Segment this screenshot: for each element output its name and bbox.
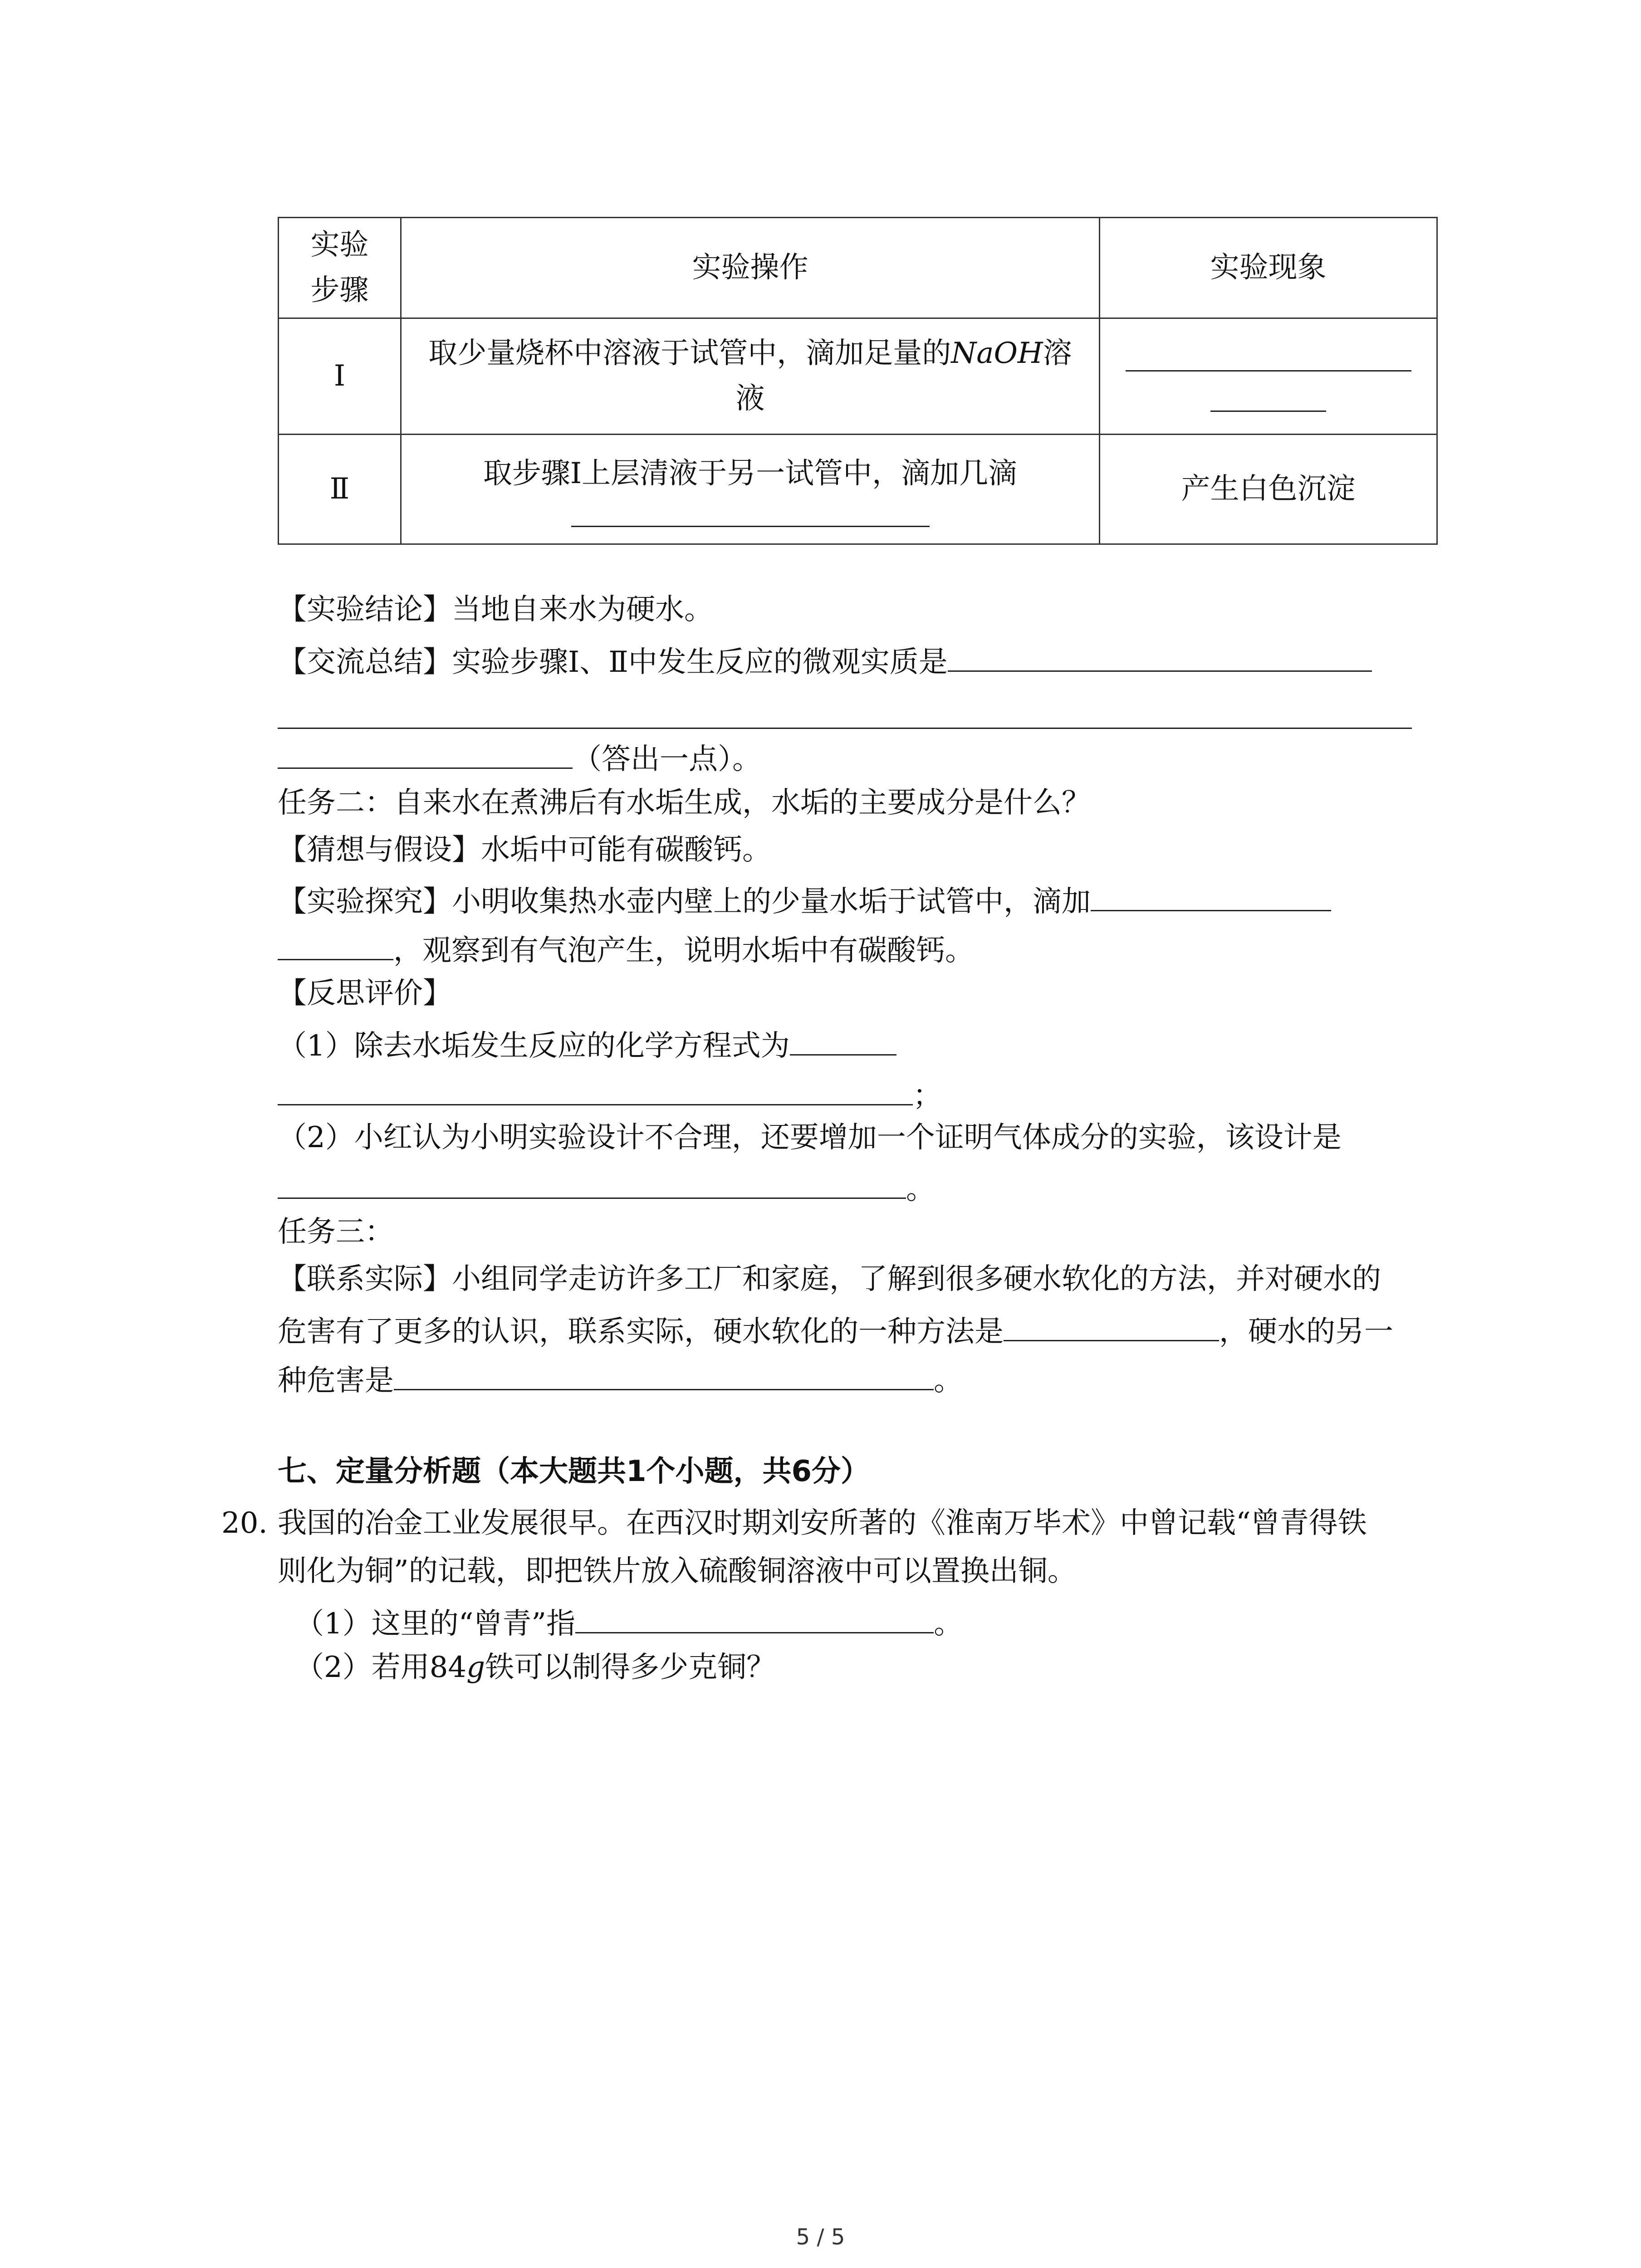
reflect-q1 xyxy=(278,1027,896,1061)
row1-phenomenon-cell xyxy=(1100,318,1437,435)
row2-operation-text: 取步骤Ⅰ上层清液于另一试管中，滴加几滴 xyxy=(483,457,1018,491)
section7-heading: 七、定量分析题（本大题共1个小题，共6分） xyxy=(278,1455,870,1488)
q20-sub1 xyxy=(295,1605,963,1641)
summary-line1 xyxy=(278,643,1372,677)
summary-blank1[interactable] xyxy=(948,643,1372,672)
row1-operation-text: 取少量烧杯中溶液于试管中，滴加足量的 xyxy=(428,337,951,371)
q20-line2: 则化为铜”的记载，即把铁片放入硫酸铜溶液中可以置换出铜。 xyxy=(278,1554,1077,1588)
explore-text: 【实验探究】小明收集热水壶内壁上的少量水垢于试管中，滴加 xyxy=(278,885,1091,919)
q20-sub2 xyxy=(295,1653,775,1682)
reflect-q2-line2 xyxy=(278,1170,935,1204)
summary-line3 xyxy=(278,740,761,774)
explore-blank2[interactable] xyxy=(278,932,393,960)
q20-sub1-text: （1）这里的“曾青”指 xyxy=(295,1607,576,1641)
reflect-q1-blank2[interactable] xyxy=(278,1077,913,1105)
task3-title: 任务三： xyxy=(278,1215,394,1249)
row2-step: Ⅱ xyxy=(279,435,401,544)
explore-text2: ，观察到有气泡产生，说明水垢中有碳酸钙。 xyxy=(393,934,974,968)
summary-blank2[interactable] xyxy=(278,728,1412,729)
task2-title: 任务二：自来水在煮沸后有水垢生成，水垢的主要成分是什么？ xyxy=(278,786,1091,820)
q20-sub1-end: 。 xyxy=(934,1607,963,1641)
q20-sub2-unit: g xyxy=(466,1651,485,1684)
task3-blank1[interactable] xyxy=(1004,1313,1219,1341)
row2-phenomenon: 产生白色沉淀 xyxy=(1100,435,1437,544)
q20-line1: 我国的冶金工业发展很早。在西汉时期刘安所著的《淮南万毕术》中曾记载“曾青得铁 xyxy=(278,1506,1367,1540)
summary-text: 【交流总结】实验步骤Ⅰ、Ⅱ中发生反应的微观实质是 xyxy=(278,645,948,679)
task3-line2-end: ，硬水的另一 xyxy=(1219,1315,1393,1349)
explore-blank1[interactable] xyxy=(1091,883,1331,911)
task3-line1: 【联系实际】小组同学走访许多工厂和家庭，了解到很多硬水软化的方法，并对硬水的 xyxy=(278,1262,1381,1296)
row1-operation-line2: 液 xyxy=(735,381,765,415)
reflect-q2-end: 。 xyxy=(906,1173,935,1206)
reflect-q2-blank[interactable] xyxy=(278,1170,906,1199)
row2-operation-blank[interactable] xyxy=(571,497,930,527)
q20-sub2-text: （2）若用84 xyxy=(295,1651,467,1684)
task3-line2 xyxy=(278,1313,1393,1349)
task3-line3-end: 。 xyxy=(934,1364,963,1398)
question-20-number: 20. xyxy=(221,1506,268,1540)
task2-explore-line1 xyxy=(278,883,1331,919)
row1-phenomenon-blank2[interactable] xyxy=(1210,381,1326,412)
page-number: 5 / 5 xyxy=(796,2224,845,2250)
task3-line3-text: 种危害是 xyxy=(278,1364,394,1398)
header-step: 实验步骤 xyxy=(279,218,401,318)
summary-blank3[interactable] xyxy=(278,740,573,769)
row2-operation xyxy=(401,435,1100,544)
table-row xyxy=(279,435,1437,544)
task3-line3 xyxy=(278,1362,963,1398)
row1-step: Ⅰ xyxy=(279,318,401,435)
table-row xyxy=(279,318,1437,435)
q20-sub1-blank[interactable] xyxy=(575,1605,934,1633)
reflect-q1-line2 xyxy=(278,1077,942,1113)
q20-sub2-end: 铁可以制得多少克铜？ xyxy=(485,1651,776,1684)
header-phenomenon: 实验现象 xyxy=(1100,218,1437,318)
header-operation: 实验操作 xyxy=(401,218,1100,318)
task3-blank2[interactable] xyxy=(394,1362,934,1390)
row1-phenomenon-blank1[interactable] xyxy=(1126,341,1411,371)
row1-operation xyxy=(401,318,1100,435)
experiment-conclusion: 【实验结论】当地自来水为硬水。 xyxy=(278,593,713,626)
row1-formula: NaOH xyxy=(951,337,1043,371)
task2-hypothesis: 【猜想与假设】水垢中可能有碳酸钙。 xyxy=(278,833,771,867)
reflect-q2: （2）小红认为小明实验设计不合理，还要增加一个证明气体成分的实验，该设计是 xyxy=(278,1121,1342,1154)
reflect-q1-text: （1）除去水垢发生反应的化学方程式为 xyxy=(278,1029,790,1063)
experiment-table xyxy=(278,217,1438,545)
task2-explore-line2 xyxy=(278,932,974,968)
row1-operation-end: 溶 xyxy=(1043,337,1072,371)
reflect-q1-blank1[interactable] xyxy=(790,1027,896,1056)
table-header-row xyxy=(279,218,1437,318)
task3-line2-text: 危害有了更多的认识，联系实际，硬水软化的一种方法是 xyxy=(278,1315,1004,1349)
summary-end: （答出一点）。 xyxy=(573,743,761,776)
reflect-title: 【反思评价】 xyxy=(278,977,452,1010)
reflect-q1-end: ； xyxy=(913,1079,942,1113)
